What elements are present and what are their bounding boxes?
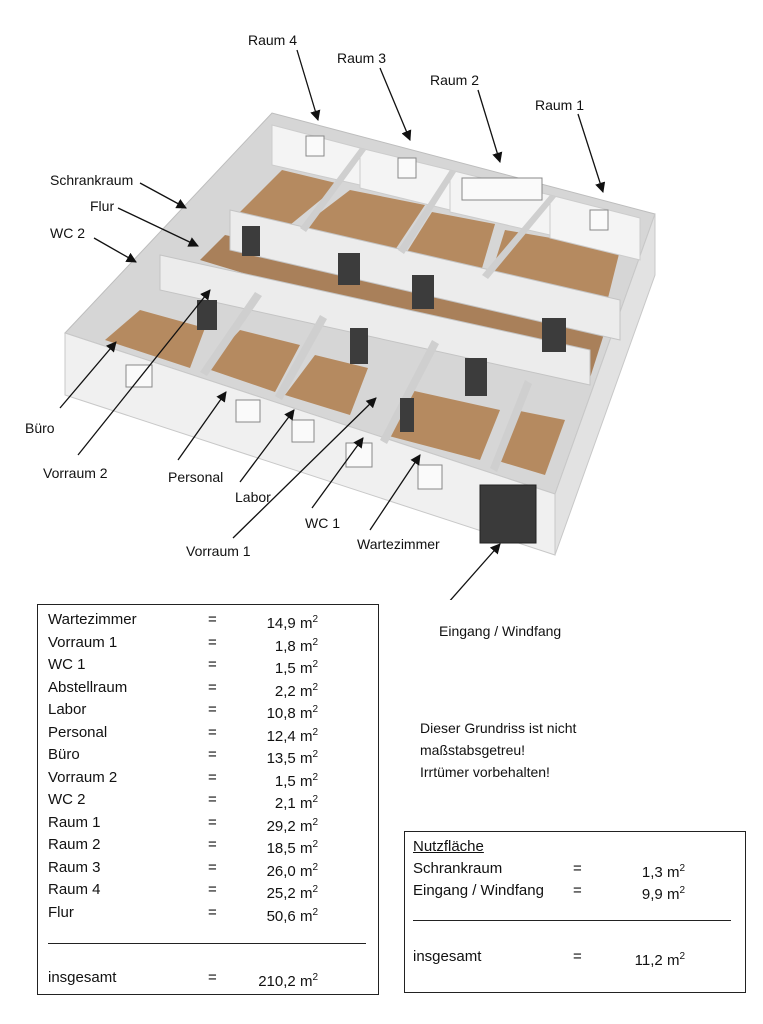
equals-sign: =: [208, 656, 217, 673]
label-wc1: WC 1: [305, 515, 340, 531]
row-label: Abstellraum: [48, 678, 128, 696]
table-row: [48, 632, 368, 654]
door-2: [338, 253, 360, 285]
row-value: 2,1 $m^2$: [274, 794, 318, 812]
equals-sign: =: [208, 611, 217, 628]
arrow-raum4: [297, 50, 318, 120]
disclaimer-note: [420, 717, 576, 783]
equals-sign: =: [208, 678, 217, 696]
table-row: [48, 699, 368, 721]
table-row: [48, 812, 368, 834]
nf-total-label: insgesamt: [413, 948, 482, 965]
row-label: Raum 3: [48, 858, 101, 876]
row-value: 25,2 $m^2$: [266, 884, 318, 902]
row-value: 12,4 $m^2$: [266, 726, 318, 745]
row-value: 9,9 $m^2$: [641, 885, 685, 903]
label-raum3: Raum 3: [337, 50, 387, 66]
arrow-raum3: [380, 68, 410, 140]
row-label: Vorraum 2: [48, 768, 118, 786]
row-label: Flur: [48, 903, 74, 921]
row-value: 14,9 $m^2$: [266, 614, 318, 632]
equals-sign: =: [208, 813, 217, 831]
equals-sign: =: [208, 768, 217, 786]
row-value: 1,8 $m^2$: [274, 636, 318, 655]
table-row: [48, 722, 368, 744]
entrance-door: [480, 485, 536, 543]
equals-sign: =: [573, 882, 582, 899]
note-line-1: Dieser Grundriss ist nicht: [420, 720, 577, 736]
row-label: Büro: [48, 746, 80, 763]
nutzflaeche-table: [404, 831, 746, 993]
nutzflaeche-total-row: [413, 946, 733, 968]
label-raum4: Raum 4: [248, 32, 298, 48]
arrow-raum1: [578, 114, 603, 192]
table-row: [48, 767, 368, 789]
note-line-3: Irrtümer vorbehalten!: [420, 764, 550, 780]
window: [292, 420, 314, 442]
arrow-raum2: [478, 90, 500, 162]
table-row: [48, 902, 368, 924]
row-value: 10,8 $m^2$: [266, 704, 318, 722]
label-vorraum2: Vorraum 2: [43, 465, 108, 481]
row-value: 50,6 $m^2$: [266, 906, 318, 925]
row-value: 1,5 $m^2$: [274, 659, 318, 677]
row-label: Personal: [48, 723, 108, 741]
row-value: 26,0 $m^2$: [266, 861, 318, 880]
door-3: [412, 275, 434, 309]
table-row: [48, 654, 368, 676]
note-line-2: maßstabsgetreu!: [420, 742, 526, 758]
row-label: WC 2: [48, 791, 86, 808]
arrow-schrankraum: [140, 183, 186, 208]
row-label: Labor: [48, 701, 87, 718]
door-4: [542, 318, 566, 352]
equals-sign: =: [208, 633, 217, 651]
equals-sign: =: [208, 881, 217, 898]
label-raum1: Raum 1: [535, 97, 585, 113]
row-label: Raum 2: [48, 836, 101, 853]
row-value: 18,5 $m^2$: [266, 839, 318, 857]
label-buero: Büro: [25, 420, 55, 436]
row-value: 13,5 $m^2$: [266, 749, 318, 767]
equals-sign: =: [208, 836, 217, 853]
door-6: [350, 328, 368, 364]
table-row: [48, 857, 368, 879]
total-value: 210,2 $m^2$: [258, 972, 318, 990]
door-7: [465, 358, 487, 396]
table-row: [48, 834, 368, 856]
equals-sign: =: [208, 746, 217, 763]
label-personal: Personal: [168, 469, 224, 485]
table-row: [48, 609, 368, 631]
equals-sign: =: [208, 903, 217, 921]
label-vorraum1: Vorraum 1: [186, 543, 251, 559]
row-label: Raum 1: [48, 813, 101, 831]
door-5: [197, 300, 217, 330]
table-row: [48, 879, 368, 901]
total-label: insgesamt: [48, 969, 117, 986]
table-row: [48, 744, 368, 766]
nf-total-value: 11,2 $m^2$: [634, 951, 685, 969]
table-row: [48, 677, 368, 699]
table-row: [413, 880, 733, 902]
equals-sign: =: [573, 860, 582, 877]
row-label: Wartezimmer: [48, 611, 137, 628]
equals-sign: =: [573, 948, 582, 965]
label-eingang: Eingang / Windfang: [439, 623, 562, 639]
nutzflaeche-heading: Nutzfläche: [413, 838, 484, 855]
table-row: [48, 789, 368, 811]
table-row: [413, 858, 733, 880]
row-value: 1,5 $m^2$: [274, 771, 318, 790]
nutzflaeche-divider: [413, 920, 731, 921]
label-schrankraum: Schrankraum: [50, 172, 134, 188]
row-value: 2,2 $m^2$: [274, 681, 318, 700]
window: [462, 178, 542, 200]
row-value: 29,2 $m^2$: [266, 816, 318, 835]
row-label: Schrankraum: [413, 860, 503, 877]
label-wc2: WC 2: [50, 225, 85, 241]
window: [418, 465, 442, 489]
row-label: WC 1: [48, 656, 86, 673]
equals-sign: =: [208, 858, 217, 876]
equals-sign: =: [208, 791, 217, 808]
window: [590, 210, 608, 230]
equals-sign: =: [208, 701, 217, 718]
table-divider: [48, 943, 366, 944]
window: [306, 136, 324, 156]
door-1: [242, 226, 260, 256]
row-label: Vorraum 1: [48, 633, 118, 651]
window: [398, 158, 416, 178]
total-row: [48, 967, 368, 989]
arrow-eingang: [440, 544, 500, 600]
equals-sign: =: [208, 969, 217, 986]
label-labor: Labor: [235, 489, 271, 505]
label-flur: Flur: [90, 198, 115, 214]
equals-sign: =: [208, 723, 217, 741]
row-label: Eingang / Windfang: [413, 882, 544, 899]
row-label: Raum 4: [48, 881, 101, 898]
door-8: [400, 398, 414, 432]
label-raum2: Raum 2: [430, 72, 480, 88]
arrow-wc2: [94, 238, 136, 262]
window: [236, 400, 260, 422]
area-table: [37, 604, 379, 995]
label-wartezimmer: Wartezimmer: [357, 536, 440, 552]
row-value: 1,3 $m^2$: [641, 863, 685, 881]
